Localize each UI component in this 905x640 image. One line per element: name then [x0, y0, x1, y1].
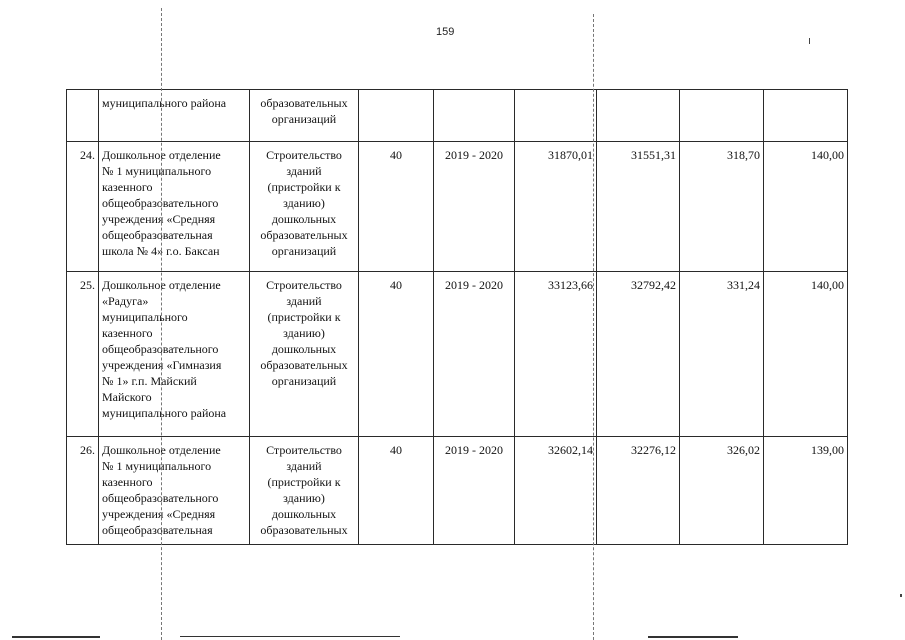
capacity-cell: [359, 272, 434, 437]
scan-edge-rule-left: [12, 636, 100, 638]
work-type-cell: [250, 142, 359, 272]
row-number-value: 25.: [80, 278, 95, 292]
total-amount-value: 33123,66: [548, 278, 593, 292]
row-number-cell: [67, 437, 99, 545]
institution-name-line: казенного: [102, 180, 153, 194]
capacity-value: 40: [390, 148, 402, 162]
capacity-value: 40: [390, 278, 402, 292]
federal-amount-value: 32792,42: [631, 278, 676, 292]
total-amount-cell: [515, 90, 597, 142]
institution-name-line: казенного: [102, 326, 153, 340]
local-amount-cell: [764, 142, 848, 272]
institution-name-line: Дошкольное отделение: [102, 278, 221, 292]
local-amount-cell: [764, 90, 848, 142]
work-type-line: организаций: [271, 374, 337, 388]
scan-edge-rule-mid: [180, 636, 400, 637]
table-row: [67, 437, 848, 545]
work-type-line: организаций: [271, 112, 337, 126]
work-type-line: Строительство: [266, 443, 342, 457]
total-amount-cell: [515, 437, 597, 545]
federal-amount-value: 31551,31: [631, 148, 676, 162]
work-type-line: образовательных: [260, 358, 348, 372]
scan-speck: [809, 38, 810, 44]
local-amount-cell: [764, 272, 848, 437]
capacity-cell: [359, 437, 434, 545]
institution-name-line: школа № 4» г.о. Баксан: [102, 244, 220, 258]
regional-amount-cell: [680, 90, 764, 142]
institution-name-line: учреждения «Гимназия: [102, 358, 222, 372]
federal-amount-cell: [597, 142, 680, 272]
federal-amount-cell: [597, 272, 680, 437]
capacity-cell: [359, 90, 434, 142]
years-cell: [434, 437, 515, 545]
work-type-line: образовательных: [260, 96, 348, 110]
work-type-line: (пристройки к: [267, 180, 341, 194]
work-type-line: зданию): [283, 326, 325, 340]
local-amount-value: 140,00: [811, 278, 844, 292]
institution-name-line: № 1» г.п. Майский: [102, 374, 197, 388]
work-type-line: Строительство: [266, 148, 342, 162]
work-type-cell: [250, 437, 359, 545]
row-number-value: 24.: [80, 148, 95, 162]
work-type-cell: [250, 272, 359, 437]
institution-name-cell: [99, 142, 250, 272]
work-type-line: образовательных: [260, 523, 348, 537]
scan-fold-line-right: [593, 14, 594, 640]
row-number-cell: [67, 272, 99, 437]
work-type-line: зданий: [286, 164, 322, 178]
years-cell: [434, 90, 515, 142]
institution-name-line: муниципального района: [102, 96, 227, 110]
capacity-value: 40: [390, 443, 402, 457]
work-type-line: дошкольных: [271, 507, 337, 521]
institution-name-line: общеобразовательного: [102, 491, 219, 505]
years-value: 2019 - 2020: [445, 443, 503, 457]
local-amount-value: 139,00: [811, 443, 844, 457]
row-number-cell: [67, 142, 99, 272]
work-type-line: дошкольных: [271, 342, 337, 356]
years-value: 2019 - 2020: [445, 148, 503, 162]
years-value: 2019 - 2020: [445, 278, 503, 292]
institution-name-line: Майского: [102, 390, 152, 404]
institution-name-line: общеобразовательного: [102, 342, 219, 356]
federal-amount-cell: [597, 90, 680, 142]
institution-name-line: общеобразовательная: [102, 228, 213, 242]
institution-name-line: Дошкольное отделение: [102, 148, 221, 162]
table-row: [67, 142, 848, 272]
work-type-line: дошкольных: [271, 212, 337, 226]
total-amount-cell: [515, 142, 597, 272]
federal-amount-value: 32276,12: [631, 443, 676, 457]
work-type-line: Строительство: [266, 278, 342, 292]
work-type-line: зданий: [286, 459, 322, 473]
institution-name-line: Дошкольное отделение: [102, 443, 221, 457]
work-type-line: организаций: [271, 244, 337, 258]
scan-edge-rule-right: [648, 636, 738, 638]
regional-amount-value: 331,24: [727, 278, 760, 292]
scan-speck: [900, 594, 902, 597]
institution-name-line: общеобразовательного: [102, 196, 219, 210]
years-cell: [434, 272, 515, 437]
regional-amount-value: 326,02: [727, 443, 760, 457]
scan-fold-line-left: [161, 8, 162, 640]
institution-name-line: учреждения «Средняя: [102, 212, 216, 226]
institution-name-line: «Радуга»: [102, 294, 149, 308]
work-type-line: зданий: [286, 294, 322, 308]
institution-name-line: муниципального района: [102, 406, 227, 420]
years-cell: [434, 142, 515, 272]
work-type-line: зданию): [283, 196, 325, 210]
regional-amount-cell: [680, 437, 764, 545]
work-type-line: (пристройки к: [267, 310, 341, 324]
table-body: [67, 90, 848, 545]
table-row: [67, 272, 848, 437]
page-number: 159: [436, 26, 455, 38]
row-number-cell: [67, 90, 99, 142]
regional-amount-value: 318,70: [727, 148, 760, 162]
institution-name-line: учреждения «Средняя: [102, 507, 216, 521]
institution-name-cell: [99, 90, 250, 142]
work-type-cell: [250, 90, 359, 142]
budget-table: [66, 89, 848, 545]
total-amount-value: 32602,14: [548, 443, 593, 457]
local-amount-value: 140,00: [811, 148, 844, 162]
regional-amount-cell: [680, 272, 764, 437]
institution-name-line: казенного: [102, 475, 153, 489]
institution-name-line: общеобразовательная: [102, 523, 213, 537]
regional-amount-cell: [680, 142, 764, 272]
row-number-value: 26.: [80, 443, 95, 457]
institution-name-line: муниципального: [102, 310, 188, 324]
total-amount-cell: [515, 272, 597, 437]
work-type-line: образовательных: [260, 228, 348, 242]
capacity-cell: [359, 142, 434, 272]
institution-name-cell: [99, 437, 250, 545]
local-amount-cell: [764, 437, 848, 545]
federal-amount-cell: [597, 437, 680, 545]
total-amount-value: 31870,01: [548, 148, 593, 162]
table-row: [67, 90, 848, 142]
institution-name-line: № 1 муниципального: [102, 164, 212, 178]
work-type-line: зданию): [283, 491, 325, 505]
work-type-line: (пристройки к: [267, 475, 341, 489]
institution-name-line: № 1 муниципального: [102, 459, 212, 473]
institution-name-cell: [99, 272, 250, 437]
